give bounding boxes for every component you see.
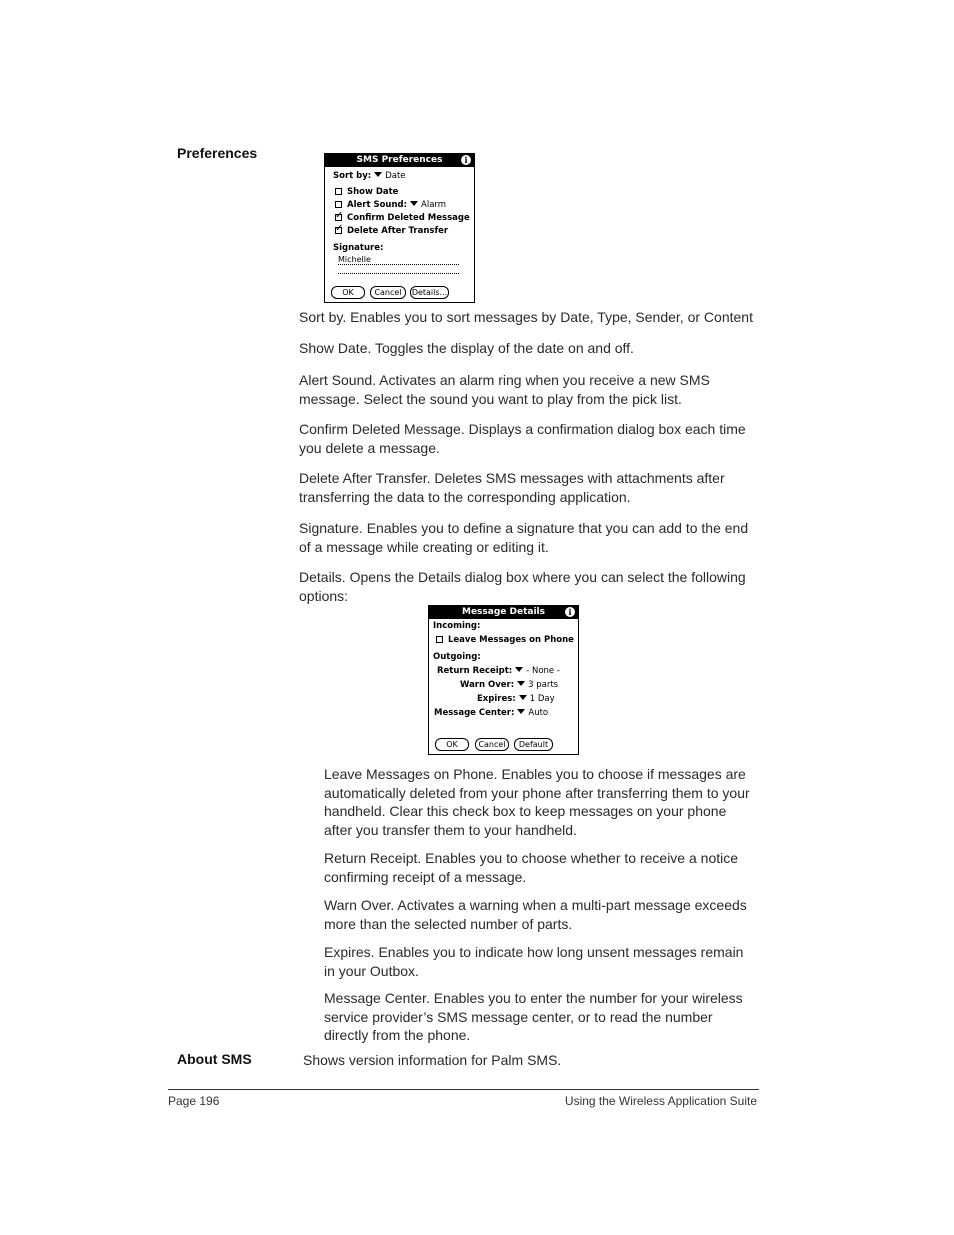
checkbox-unchecked-icon — [335, 201, 342, 208]
para-message-center: Message Center. Enables you to enter the number for your wireless service provider’s SMS message center, or to read the number directly from the phone. — [324, 990, 743, 1043]
section-heading-about-sms: About SMS — [177, 1051, 252, 1067]
dropdown-arrow-icon — [515, 667, 523, 672]
info-icon[interactable]: i — [565, 607, 575, 617]
cancel-button[interactable]: Cancel — [370, 286, 406, 299]
sort-by-label: Sort by: — [333, 171, 372, 181]
details-button[interactable]: Details... — [411, 288, 448, 297]
para-show-date: Show Date. Toggles the display of the date on and off. — [299, 340, 634, 356]
dropdown-arrow-icon — [517, 681, 525, 686]
expires-value: 1 Day — [529, 694, 555, 704]
show-date-checkbox[interactable] — [335, 187, 398, 197]
message-center-row[interactable] — [434, 708, 548, 718]
show-date-label: Show Date — [347, 187, 399, 197]
dropdown-arrow-icon — [517, 709, 525, 714]
delete-after-transfer-label: Delete After Transfer — [347, 226, 449, 236]
return-receipt-value: - None - — [526, 666, 560, 676]
leave-messages-label: Leave Messages on Phone — [448, 635, 574, 645]
message-center-value: Auto — [528, 708, 549, 718]
dropdown-arrow-icon — [519, 695, 527, 700]
signature-line-1 — [338, 264, 459, 265]
footer-chapter-title: Using the Wireless Application Suite — [564, 1094, 757, 1108]
para-expires: Expires. Enables you to indicate how long unsent messages remain in your Outbox. — [324, 944, 744, 979]
section-heading-preferences: Preferences — [177, 145, 258, 161]
para-return-receipt: Return Receipt. Enables you to choose whether to receive a notice confirming receipt of a message. — [324, 850, 739, 885]
warn-over-row[interactable] — [460, 680, 558, 690]
signature-label: Signature: — [333, 243, 384, 253]
leave-messages-checkbox[interactable] — [436, 635, 574, 645]
expires-label: Expires: — [477, 694, 516, 704]
message-details-title: Message Details — [461, 607, 545, 617]
warn-over-value: 3 parts — [528, 680, 559, 690]
cancel-button[interactable]: Cancel — [475, 738, 509, 751]
alert-sound-row[interactable] — [335, 200, 446, 210]
checkbox-unchecked-icon — [335, 188, 342, 195]
sms-preferences-title: SMS Preferences — [356, 155, 443, 165]
default-button[interactable]: Default — [514, 738, 553, 751]
ok-button[interactable]: OK — [435, 738, 469, 751]
footer-page-number: Page 196 — [168, 1094, 220, 1108]
para-delete-after: Delete After Transfer. Deletes SMS messages with attachments after transferring the data to the corresponding application. — [299, 470, 725, 505]
message-center-label: Message Center: — [434, 708, 515, 718]
para-details: Details. Opens the Details dialog box where you can select the following options: — [299, 569, 746, 604]
info-icon[interactable]: i — [461, 155, 471, 165]
return-receipt-row[interactable] — [437, 666, 560, 676]
dropdown-arrow-icon — [410, 201, 418, 206]
signature-field[interactable]: Michelle — [338, 255, 371, 264]
confirm-deleted-checkbox[interactable] — [335, 213, 470, 223]
delete-after-transfer-checkbox[interactable] — [335, 226, 448, 236]
dropdown-arrow-icon — [374, 172, 382, 177]
sort-by-value: Date — [385, 171, 406, 181]
warn-over-label: Warn Over: — [460, 680, 515, 690]
incoming-label: Incoming: — [433, 621, 481, 631]
para-sort-by: Sort by. Enables you to sort messages by Date, Type, Sender, or Content — [299, 309, 753, 325]
para-confirm-deleted: Confirm Deleted Message. Displays a confirmation dialog box each time you delete a message. — [299, 421, 746, 456]
checkbox-unchecked-icon — [436, 636, 443, 643]
return-receipt-label: Return Receipt: — [437, 666, 513, 676]
para-warn-over: Warn Over. Activates a warning when a multi-part message exceeds more than the selected number of parts. — [324, 897, 747, 932]
footer-rule — [168, 1089, 759, 1090]
expires-row[interactable] — [477, 694, 555, 704]
sms-preferences-title-bar — [325, 154, 474, 167]
message-details-dialog — [428, 605, 579, 755]
confirm-deleted-label: Confirm Deleted Message — [347, 213, 470, 223]
para-alert-sound: Alert Sound. Activates an alarm ring when you receive a new SMS message. Select the sound you want to play from the pick list. — [299, 372, 710, 407]
signature-line-2 — [338, 273, 459, 274]
alert-sound-value: Alarm — [421, 200, 447, 210]
para-about-sms: Shows version information for Palm SMS. — [303, 1052, 562, 1068]
para-signature: Signature. Enables you to define a signature that you can add to the end of a message while creating or editing it. — [299, 520, 749, 555]
outgoing-label: Outgoing: — [433, 652, 481, 662]
ok-button[interactable]: OK — [331, 286, 365, 299]
alert-sound-label: Alert Sound: — [347, 200, 408, 210]
checkbox-checked-icon — [335, 214, 342, 221]
sort-by-row[interactable] — [333, 171, 406, 181]
sms-preferences-dialog — [324, 153, 475, 303]
checkbox-checked-icon — [335, 227, 342, 234]
message-details-title-bar — [429, 606, 578, 619]
para-leave-messages: Leave Messages on Phone. Enables you to choose if messages are automatically deleted from your phone after transferring them to your handheld. Clear this check box to keep messages on your phone after you transfer them to your handheld. — [324, 766, 750, 838]
